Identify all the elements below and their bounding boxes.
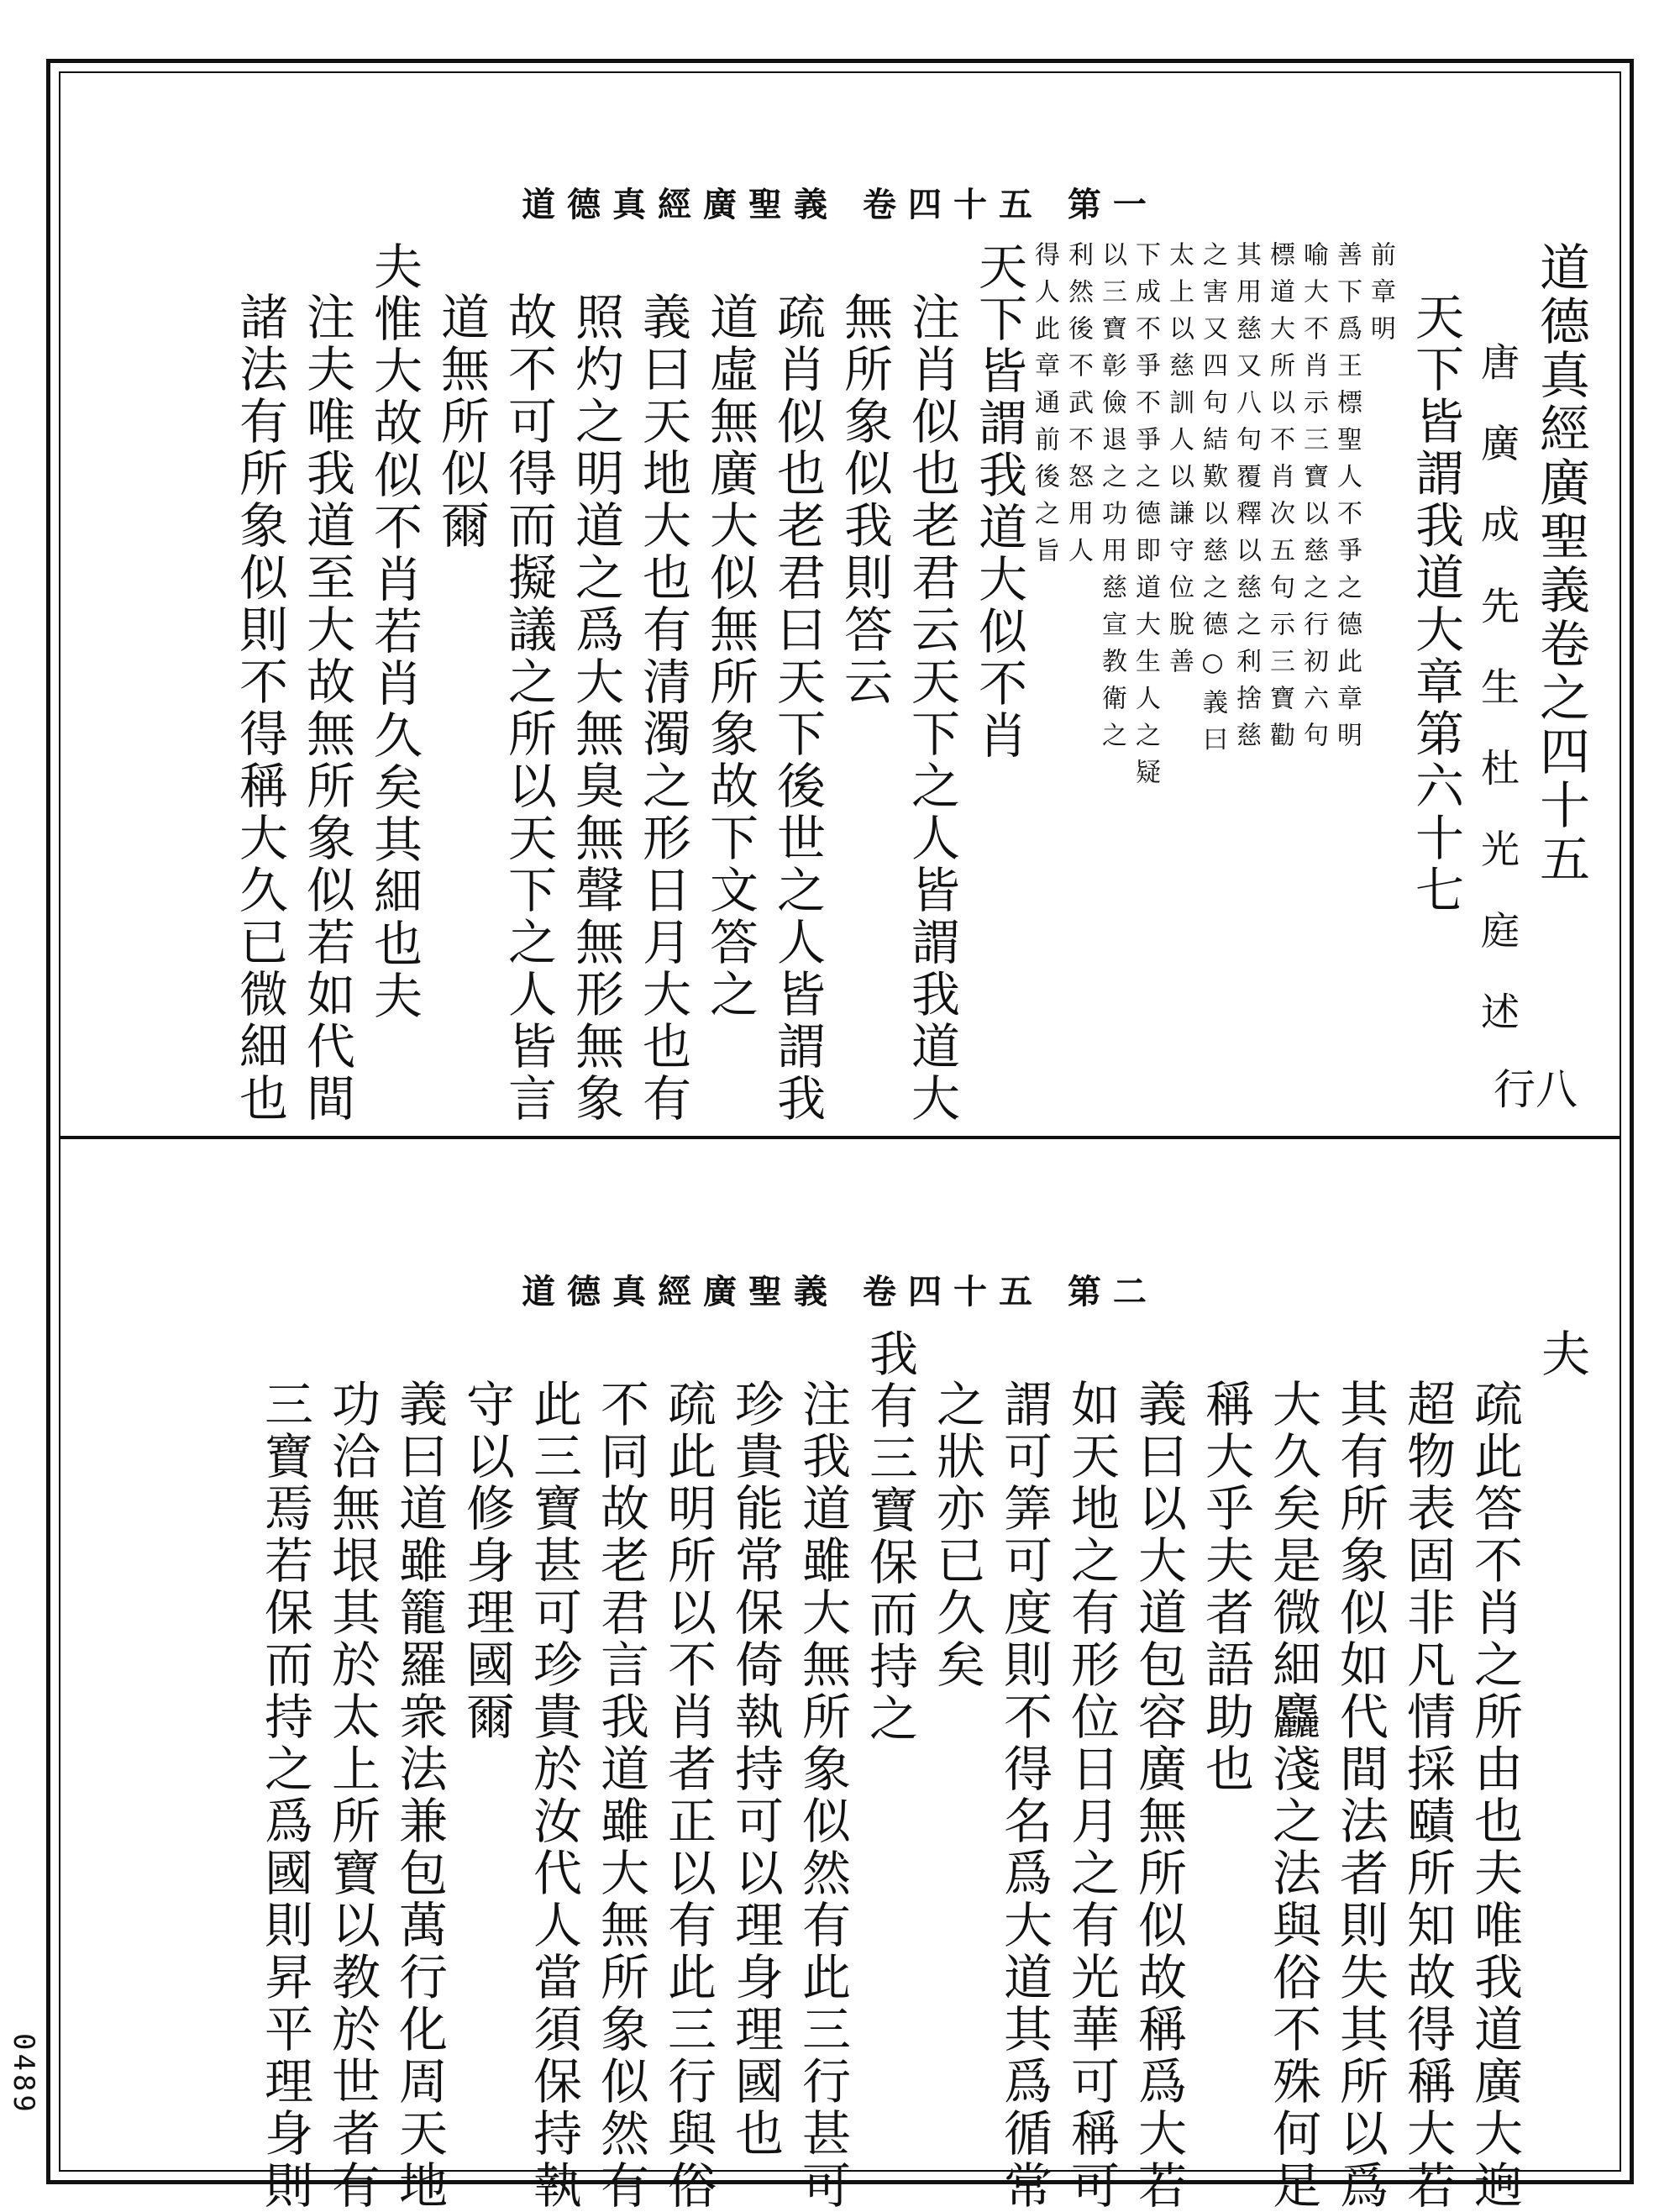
text-columns-lower xyxy=(242,1328,1590,2212)
text-column: 不同故老君言我道雖大無所象似然有 xyxy=(592,1379,649,2212)
text-column: 道無所似爾 xyxy=(433,292,490,552)
text-column: 之狀亦已久矣 xyxy=(928,1379,985,1691)
text-column: 義曰道雖籠羅衆法兼包萬行化周天地 xyxy=(391,1379,448,2212)
text-column: 利然後不武不怒用人 xyxy=(1063,241,1093,574)
text-column: 注我道雖大無所象似然有此三行甚可 xyxy=(794,1379,851,2212)
text-column: 超物表固非凡情採賾所知故得稱大若 xyxy=(1399,1379,1456,2212)
text-column: 夫 xyxy=(1533,1328,1590,1380)
text-column: 注夫唯我道至大故無所象似若如代間 xyxy=(298,292,355,1125)
text-column: 天下皆謂我道大章第六十七 xyxy=(1407,292,1464,917)
page-inner-frame xyxy=(59,71,1621,2212)
text-column: 之害又四句結歎以慈之德○義曰 xyxy=(1198,241,1227,763)
text-column: 太上以慈訓人以謙守位脫善 xyxy=(1164,241,1194,685)
text-column: 無所象似我則答云 xyxy=(836,292,893,708)
text-column: 義曰天地大也有清濁之形日月大也有 xyxy=(634,292,691,1125)
text-column: 以三寶彰儉退之功用慈宣教衛之 xyxy=(1097,241,1126,759)
text-column: 夫惟大故似不肖若肖久矣其細也夫 xyxy=(365,241,423,1022)
text-column: 得人此章通前後之旨 xyxy=(1030,241,1059,574)
text-column: 功洽無垠其於太上所寶以教於世者有 xyxy=(323,1379,381,2212)
text-column: 守以修身理國爾 xyxy=(458,1379,515,1743)
text-column: 此三寶甚可珍貴於汝代人當須保持執 xyxy=(525,1379,582,2212)
side-mark: 行八 xyxy=(1494,1065,1578,1114)
running-head-lower: 道德真經廣聖義 卷四十五 第二 xyxy=(522,1272,1158,1311)
text-column: 珍貴能常保倚執持可以理身理國也 xyxy=(727,1379,784,2160)
running-head-upper: 道德真經廣聖義 卷四十五 第一 xyxy=(522,185,1158,224)
text-column: 如天地之有形位日月之有光華可稱可 xyxy=(1063,1379,1120,2212)
text-column: 照灼之明道之爲大無臭無聲無形無象 xyxy=(567,292,624,1125)
text-column: 疏此答不肖之所由也夫唯我道廣大逈 xyxy=(1466,1379,1523,2212)
text-column: 善下爲王標聖人不爭之德此章明 xyxy=(1332,241,1362,759)
text-column: 疏肖似也老君曰天下後世之人皆謂我 xyxy=(769,292,826,1125)
text-column: 故不可得而擬議之所以天下之人皆言 xyxy=(500,292,557,1125)
lower-page xyxy=(60,1139,1620,2212)
text-column: 其有所象似如代間法者則失其所以爲 xyxy=(1331,1379,1389,2212)
text-column: 道虛無廣大似無所象故下文答之 xyxy=(701,292,759,1021)
text-column: 我有三寶保而持之 xyxy=(861,1328,918,1745)
text-column: 諸法有所象似則不得稱大久已微細也 xyxy=(231,292,288,1125)
text-column: 道德真經廣聖義卷之四十五 xyxy=(1531,241,1590,886)
text-column: 唐 廣 成 先 生 杜 光 庭 述 xyxy=(1475,342,1520,1045)
text-column: 天下皆謂我道大似不肖 xyxy=(970,241,1027,762)
text-column: 注肖似也老君云天下之人皆謂我道大 xyxy=(903,292,960,1125)
page-frame xyxy=(46,59,1634,2212)
text-column: 標道大所以不肖次五句示三寶勸 xyxy=(1265,241,1294,759)
text-column: 謂可筭可度則不得名爲大道其爲循常 xyxy=(995,1379,1053,2212)
upper-page xyxy=(60,73,1620,1136)
text-column: 疏此明所以不肖者正以有此三行與俗 xyxy=(659,1379,717,2212)
text-column: 喻大不肖示三寶以慈之行初六句 xyxy=(1299,241,1328,759)
text-column: 三寶焉若保而持之爲國則昇平理身則 xyxy=(256,1379,313,2212)
text-column: 下成不爭不爭之德即道大生人之疑 xyxy=(1131,241,1160,796)
text-column: 稱大乎夫者語助也 xyxy=(1197,1379,1254,1795)
page-number: 0489 xyxy=(7,2033,40,2115)
text-column: 義曰以大道包容廣無所似故稱爲大若 xyxy=(1130,1379,1187,2212)
text-column: 大久矣是微細麤淺之法與俗不殊何足 xyxy=(1264,1379,1321,2212)
text-columns-upper xyxy=(217,241,1590,1125)
text-column: 其用慈又八句覆釋以慈之利捨慈 xyxy=(1231,241,1261,759)
text-column: 前章明 xyxy=(1366,241,1395,352)
